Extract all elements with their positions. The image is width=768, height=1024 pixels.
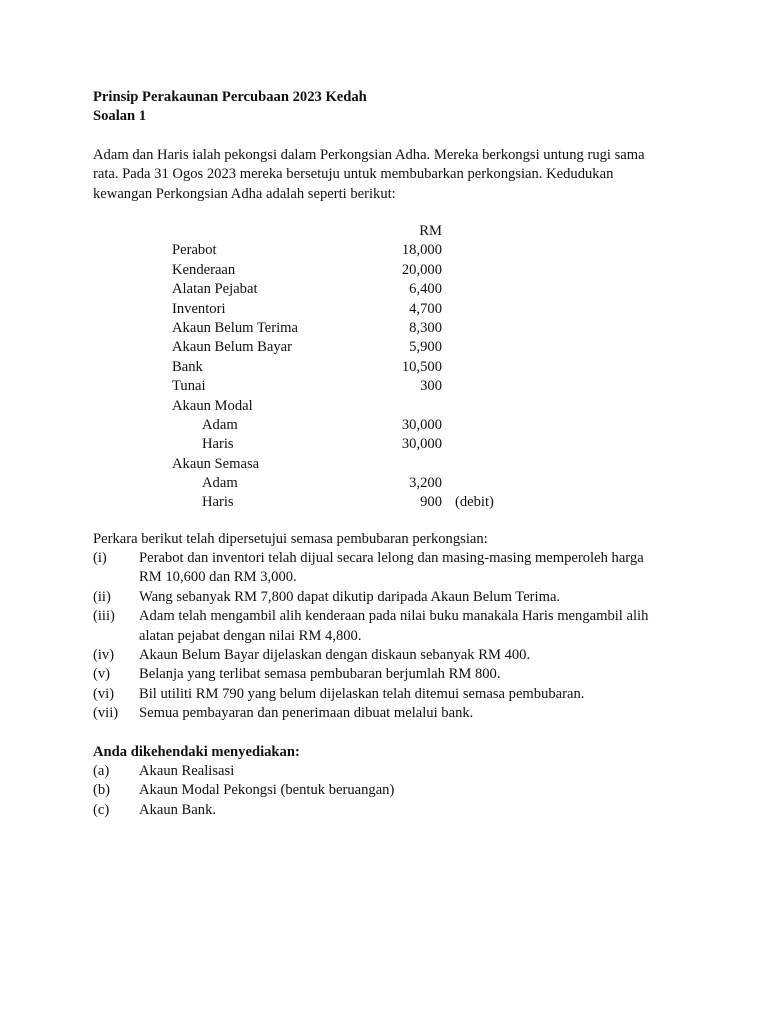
balance-row [172,338,512,357]
balance-row [172,474,512,493]
balance-row [172,358,512,377]
item-text-line: alatan pejabat dengan nilai RM 4,800. [139,627,362,644]
paragraph-line: rata. Pada 31 Ogos 2023 mereka bersetuju untuk membubarkan perkongsian. Kedudukan [93,166,614,183]
agreed-item [93,704,683,723]
balance-row [172,455,512,474]
item-marker: (c) [93,801,110,818]
required-item [93,762,683,781]
balance-label: Haris [202,494,234,511]
item-text-line: Perabot dan inventori telah dijual secara lelong dan masing-masing memperoleh harga [139,550,644,566]
balance-row [172,435,512,454]
balance-label: Akaun Belum Bayar [172,339,292,356]
item-marker: (vii) [93,705,119,722]
item-text-line: Akaun Belum Bayar dijelaskan dengan diskaun sebanyak RM 400. [139,647,531,664]
item-marker: (a) [93,763,110,779]
balance-amount: 10,500 [401,358,442,375]
agreed-item [93,665,683,684]
balance-amount: 900 [420,494,442,511]
paragraph-line: Adam dan Haris ialah pekongsi dalam Perkongsian Adha. Mereka berkongsi untung rugi sama [93,147,645,163]
item-marker: (v) [93,666,111,683]
balance-label: Bank [172,358,203,375]
balance-row [172,241,512,260]
intro-paragraph [93,146,674,204]
item-text-line: Akaun Modal Pekongsi (bentuk beruangan) [139,782,395,799]
item-marker: (iii) [93,608,115,625]
balance-amount: 300 [420,378,442,395]
item-text-line: Akaun Bank. [139,801,217,818]
balance-label: Tunai [172,378,206,395]
balance-row [172,261,512,280]
item-text-line: Bil utiliti RM 790 yang belum dijelaskan telah ditemui semasa pembubaran. [139,685,585,702]
required-heading: Anda dikehendaki menyediakan: [93,744,300,760]
item-text-line: Semua pembayaran dan penerimaan dibuat melalui bank. [139,705,474,722]
currency-header: RM [419,223,442,239]
item-text-line: Wang sebanyak RM 7,800 dapat dikutip daripada Akaun Belum Terima. [139,588,561,605]
item-text-line: RM 10,600 dan RM 3,000. [139,569,297,586]
balance-amount: 18,000 [401,242,442,259]
agreed-item [93,588,683,607]
balance-label: Alatan Pejabat [172,281,258,298]
balance-amount: 30,000 [401,436,442,453]
item-text-line: Belanja yang terlibat semasa pembubaran berjumlah RM 800. [139,666,501,683]
item-text-line: Adam telah mengambil alih kenderaan pada nilai buku manakala Haris mengambil alih [139,608,649,625]
balance-row [172,319,512,338]
balance-row [172,493,512,512]
question-number: Soalan 1 [93,108,147,124]
balance-label: Haris [202,436,234,453]
item-marker: (i) [93,550,107,566]
balance-table [172,222,512,513]
balance-row [172,416,512,435]
balance-label: Inventori [172,300,226,317]
balance-amount: 3,200 [409,475,442,492]
balance-label: Akaun Belum Terima [172,319,298,336]
item-text-line: Akaun Realisasi [139,763,235,779]
document-header [93,88,367,126]
balance-label: Adam [202,475,238,492]
balance-label: Akaun Modal [172,397,253,414]
balance-amount: 6,400 [409,281,442,298]
item-marker: (iv) [93,647,115,664]
balance-note: (debit) [455,494,494,511]
agreed-items-list [93,549,683,724]
balance-row [172,397,512,416]
required-item [93,801,683,820]
item-marker: (ii) [93,588,111,605]
required-item [93,781,683,800]
balance-row [172,377,512,396]
agreed-item [93,607,683,646]
balance-amount: 30,000 [401,416,442,433]
agreed-intro: Perkara berikut telah dipersetujui semasa pembubaran perkongsian: [93,531,488,547]
agreed-item [93,685,683,704]
balance-label: Adam [202,416,238,433]
agreed-item [93,549,683,588]
required-items-list [93,762,683,820]
balance-row [172,300,512,319]
balance-row [172,280,512,299]
balance-header-row [172,222,512,241]
item-marker: (b) [93,782,111,799]
item-marker: (vi) [93,685,115,702]
balance-amount: 20,000 [401,261,442,278]
agreed-item [93,646,683,665]
balance-label: Akaun Semasa [172,455,260,472]
paragraph-line: kewangan Perkongsian Adha adalah seperti berikut: [93,185,396,202]
document-title: Prinsip Perakaunan Percubaan 2023 Kedah [93,89,367,105]
balance-rows [172,241,512,512]
balance-amount: 8,300 [409,319,442,336]
balance-label: Kenderaan [172,261,236,278]
balance-amount: 4,700 [409,300,442,317]
balance-label: Perabot [172,242,217,259]
balance-amount: 5,900 [409,339,442,356]
